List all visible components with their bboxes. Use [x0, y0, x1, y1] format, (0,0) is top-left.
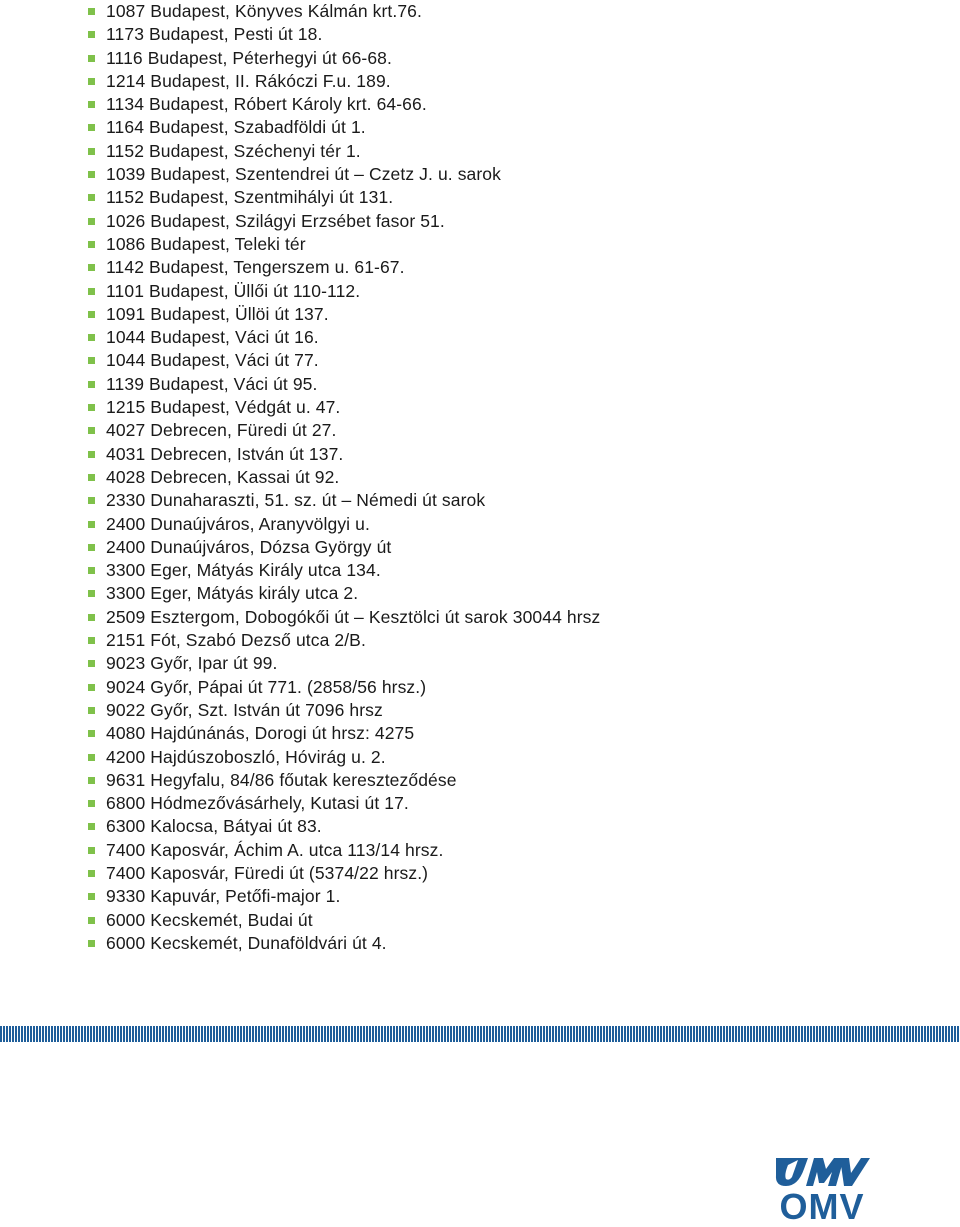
square-bullet-icon [88, 567, 95, 574]
address-item [88, 419, 600, 442]
square-bullet-icon [88, 800, 95, 807]
address-text: 3300 Eger, Mátyás király utca 2. [106, 583, 359, 604]
address-text: 6300 Kalocsa, Bátyai út 83. [106, 816, 322, 837]
square-bullet-icon [88, 684, 95, 691]
address-text: 1134 Budapest, Róbert Károly krt. 64-66. [106, 94, 427, 115]
address-item [88, 280, 600, 303]
omv-wordmark: OMV [779, 1186, 865, 1227]
address-item [88, 93, 600, 116]
address-text: 7400 Kaposvár, Füredi út (5374/22 hrsz.) [106, 862, 429, 883]
square-bullet-icon [88, 474, 95, 481]
address-item [88, 885, 600, 908]
square-bullet-icon [88, 264, 95, 271]
address-text: 1116 Budapest, Péterhegyi út 66-68. [106, 47, 392, 68]
address-text: 4028 Debrecen, Kassai út 92. [106, 466, 340, 487]
address-item [88, 0, 600, 23]
omv-emblem-icon [774, 1155, 870, 1189]
square-bullet-icon [88, 101, 95, 108]
address-text: 9023 Győr, Ipar út 99. [106, 653, 278, 674]
square-bullet-icon [88, 241, 95, 248]
address-text: 1142 Budapest, Tengerszem u. 61-67. [106, 257, 405, 278]
square-bullet-icon [88, 194, 95, 201]
square-bullet-icon [88, 288, 95, 295]
square-bullet-icon [88, 357, 95, 364]
square-bullet-icon [88, 660, 95, 667]
square-bullet-icon [88, 8, 95, 15]
address-text: 3300 Eger, Mátyás Király utca 134. [106, 560, 381, 581]
address-item [88, 536, 600, 559]
address-text: 2400 Dunaújváros, Dózsa György út [106, 536, 392, 557]
address-item [88, 629, 600, 652]
square-bullet-icon [88, 917, 95, 924]
address-item [88, 256, 600, 279]
address-item [88, 210, 600, 233]
square-bullet-icon [88, 847, 95, 854]
square-bullet-icon [88, 730, 95, 737]
address-text: 4200 Hajdúszoboszló, Hóvirág u. 2. [106, 746, 386, 767]
square-bullet-icon [88, 940, 95, 947]
square-bullet-icon [88, 777, 95, 784]
address-text: 9330 Kapuvár, Petőfi-major 1. [106, 886, 341, 907]
address-item [88, 466, 600, 489]
address-text: 9022 Győr, Szt. István út 7096 hrsz [106, 699, 383, 720]
address-text: 4080 Hajdúnánás, Dorogi út hrsz: 4275 [106, 723, 415, 744]
address-text: 1152 Budapest, Széchenyi tér 1. [106, 140, 361, 161]
address-item [88, 862, 600, 885]
address-item [88, 932, 600, 955]
address-text: 9024 Győr, Pápai út 771. (2858/56 hrsz.) [106, 676, 427, 697]
square-bullet-icon [88, 823, 95, 830]
address-text: 1039 Budapest, Szentendrei út – Czetz J. u. sarok [106, 164, 501, 185]
address-item [88, 746, 600, 769]
square-bullet-icon [88, 637, 95, 644]
address-item [88, 233, 600, 256]
square-bullet-icon [88, 55, 95, 62]
address-item [88, 349, 600, 372]
address-text: 6000 Kecskemét, Dunaföldvári út 4. [106, 932, 387, 953]
address-text: 1215 Budapest, Védgát u. 47. [106, 397, 341, 418]
square-bullet-icon [88, 497, 95, 504]
square-bullet-icon [88, 218, 95, 225]
square-bullet-icon [88, 451, 95, 458]
address-text: 1091 Budapest, Üllöi út 137. [106, 303, 329, 324]
address-text: 1101 Budapest, Üllői út 110-112. [106, 280, 361, 301]
square-bullet-icon [88, 404, 95, 411]
square-bullet-icon [88, 707, 95, 714]
address-item [88, 513, 600, 536]
address-text: 2509 Esztergom, Dobogókői út – Kesztölci út sarok 30044 hrsz [106, 606, 601, 627]
address-text: 1044 Budapest, Váci út 77. [106, 350, 319, 371]
address-item [88, 909, 600, 932]
address-text: 2151 Fót, Szabó Dezső utca 2/B. [106, 630, 366, 651]
square-bullet-icon [88, 427, 95, 434]
address-item [88, 815, 600, 838]
address-item [88, 792, 600, 815]
address-text: 2330 Dunaharaszti, 51. sz. út – Némedi út sarok [106, 490, 486, 511]
address-item [88, 70, 600, 93]
address-text: 9631 Hegyfalu, 84/86 főutak kereszteződése [106, 769, 457, 790]
square-bullet-icon [88, 590, 95, 597]
address-text: 4027 Debrecen, Füredi út 27. [106, 420, 337, 441]
address-text: 2400 Dunaújváros, Aranyvölgyi u. [106, 513, 370, 534]
square-bullet-icon [88, 124, 95, 131]
square-bullet-icon [88, 614, 95, 621]
address-text: 1087 Budapest, Könyves Kálmán krt.76. [106, 1, 422, 21]
address-item [88, 699, 600, 722]
address-item [88, 303, 600, 326]
address-text: 1139 Budapest, Váci út 95. [106, 373, 318, 394]
address-text: 1164 Budapest, Szabadföldi út 1. [106, 117, 366, 138]
address-text: 1152 Budapest, Szentmihályi út 131. [106, 187, 394, 208]
address-text: 6000 Kecskemét, Budai út [106, 909, 313, 930]
address-item [88, 163, 600, 186]
address-item [88, 582, 600, 605]
address-item [88, 559, 600, 582]
address-item [88, 186, 600, 209]
square-bullet-icon [88, 311, 95, 318]
square-bullet-icon [88, 171, 95, 178]
address-item [88, 489, 600, 512]
address-text: 7400 Kaposvár, Áchim A. utca 113/14 hrsz. [106, 839, 444, 860]
address-text: 1086 Budapest, Teleki tér [106, 233, 306, 254]
address-text: 1214 Budapest, II. Rákóczi F.u. 189. [106, 70, 391, 91]
address-item [88, 652, 600, 675]
address-item [88, 116, 600, 139]
square-bullet-icon [88, 754, 95, 761]
address-item [88, 47, 600, 70]
address-text: 1044 Budapest, Váci út 16. [106, 327, 319, 348]
address-text: 4031 Debrecen, István út 137. [106, 443, 344, 464]
address-item [88, 140, 600, 163]
square-bullet-icon [88, 870, 95, 877]
address-text: 6800 Hódmezővásárhely, Kutasi út 17. [106, 793, 409, 814]
address-item [88, 326, 600, 349]
square-bullet-icon [88, 31, 95, 38]
address-text: 1026 Budapest, Szilágyi Erzsébet fasor 51. [106, 210, 445, 231]
square-bullet-icon [88, 78, 95, 85]
address-item [88, 396, 600, 419]
address-list [88, 0, 600, 955]
address-text: 1173 Budapest, Pesti út 18. [106, 24, 323, 45]
address-item [88, 373, 600, 396]
square-bullet-icon [88, 893, 95, 900]
square-bullet-icon [88, 521, 95, 528]
square-bullet-icon [88, 544, 95, 551]
omv-logo [774, 1155, 870, 1225]
square-bullet-icon [88, 381, 95, 388]
address-item [88, 722, 600, 745]
square-bullet-icon [88, 334, 95, 341]
footer-stripe [0, 1026, 960, 1042]
address-item [88, 443, 600, 466]
address-item [88, 769, 600, 792]
address-item [88, 839, 600, 862]
square-bullet-icon [88, 148, 95, 155]
address-item [88, 676, 600, 699]
address-item [88, 23, 600, 46]
address-item [88, 606, 600, 629]
